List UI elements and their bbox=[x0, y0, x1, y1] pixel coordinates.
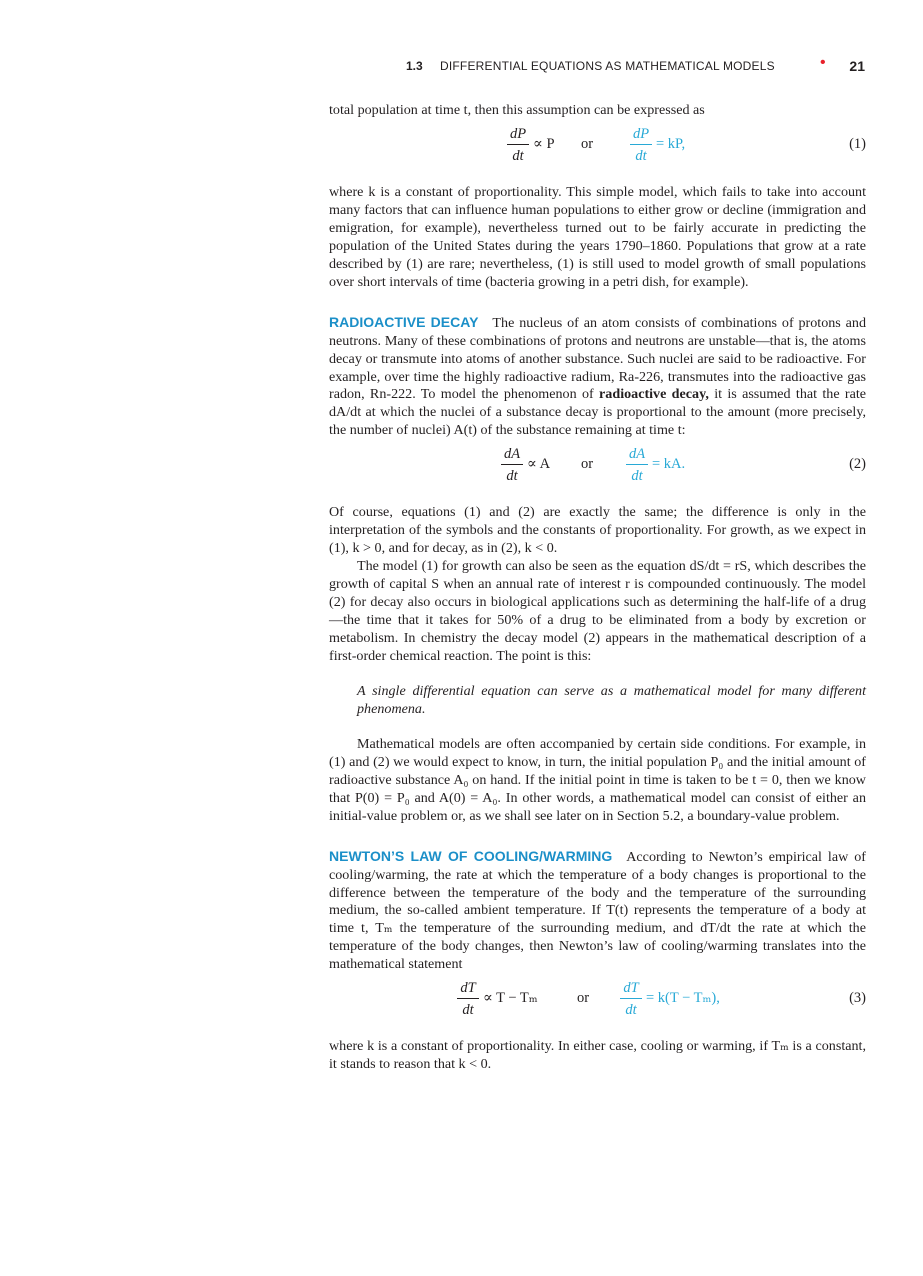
eq3-left-denominator: dt bbox=[462, 1002, 474, 1019]
intro-paragraph: total population at time t, then this assumption can be expressed as bbox=[329, 102, 705, 118]
paragraph-applications: The model (1) for growth can also be seen as the equation dS/dt = rS, which describes the growth of capital S when an annual rate of interest r is compounded continuously. The model (2) for decay also occurs in biological applications such as determining the half-life of a drug—the time that it takes for 50% of a drug to be eliminated from a body by excretion or metabolism. In chemistry the decay model (2) appears in the mathematical description of a first-order chemical reaction. The point is this: bbox=[329, 558, 866, 664]
paragraph-side-conditions: Mathematical models are often accompanied by certain side conditions. For example, in (1) and (2) we would expect to know, in turn, the initial population P₀ and the initial amount of radioactive substance A₀ on hand. If the initial point in time is taken to be t = 0, then we know that P(0) = P₀ and A(0) = A₀. In other words, a mathematical model can consist of either an initial-value problem or, as we shall see later on in Section 5.2, a boundary-value problem. bbox=[329, 735, 866, 824]
eq1-right-denominator: dt bbox=[635, 147, 647, 164]
eq2-left-denominator: dt bbox=[506, 468, 518, 485]
fraction-bar bbox=[501, 464, 523, 465]
paragraph-newton-conclusion: where k is a constant of proportionality. In either case, cooling or warming, if Tₘ is a constant, it stands to reason that k < 0. bbox=[329, 1038, 866, 1073]
newton-text: According to Newton’s empirical law of cooling/warming, the rate at which the temperature of a body changes is proportional to the difference between the temperature of the body and the temperature of the surrounding medium, the so-called ambient temperature. If T(t) represents the temperature of a body at time t, Tₘ the temperature of the surrounding medium, and dT/dt the rate at which the temperature of the body changes, then Newton’s law of cooling/warming translates into the mathematical statement bbox=[329, 848, 866, 973]
running-header bbox=[406, 54, 866, 77]
eq2-right-fraction bbox=[626, 445, 648, 485]
eq2-label: (2) bbox=[849, 456, 866, 473]
equation-1 bbox=[329, 125, 866, 175]
eq2-or: or bbox=[581, 456, 594, 473]
eq2-right-denominator: dt bbox=[631, 468, 643, 485]
page-body bbox=[329, 102, 866, 1074]
eq3-left-fraction bbox=[457, 979, 479, 1019]
equation-3 bbox=[329, 979, 866, 1029]
heading-newton-cooling: NEWTON’S LAW OF COOLING/WARMING bbox=[329, 847, 613, 864]
eq3-label: (3) bbox=[849, 990, 866, 1007]
radioactive-text-b: it is assumed that the rate dA/dt at which the nuclei of a substance decay is proportional to the amount (more precisely, the number of nuclei) A(t) of the substance remaining at time t: bbox=[329, 386, 867, 439]
fraction-bar bbox=[620, 998, 642, 999]
eq3-left-numerator: dT bbox=[460, 980, 476, 997]
eq1-left-rest: ∝ P bbox=[533, 135, 555, 152]
eq1-label: (1) bbox=[849, 135, 866, 152]
fraction-bar bbox=[630, 144, 652, 145]
eq2-left-numerator: dA bbox=[503, 446, 521, 463]
eq1-left-fraction bbox=[507, 125, 529, 165]
bullet-separator: • bbox=[820, 54, 826, 71]
section-newton-cooling bbox=[329, 848, 866, 975]
fraction-bar bbox=[626, 464, 648, 465]
eq1-right-rest: = kP, bbox=[656, 135, 686, 152]
eq3-left-rest: ∝ T − Tₘ bbox=[483, 990, 538, 1007]
eq3-right-rest: = k(T − Tₘ), bbox=[646, 990, 720, 1007]
eq2-left-fraction bbox=[501, 445, 523, 485]
eq3-right-fraction bbox=[620, 979, 642, 1019]
key-point-quote: A single differential equation can serve as a mathematical model for many different phenomena. bbox=[357, 682, 866, 717]
paragraph-comparison: Of course, equations (1) and (2) are exactly the same; the difference is only in the interpretation of the symbols and the constants of proportionality. For growth, as we expect in (1), k > 0, and for decay, as in (2), k < 0. bbox=[329, 504, 866, 557]
eq1-left-denominator: dt bbox=[512, 147, 524, 164]
eq1-right-fraction bbox=[630, 125, 652, 165]
fraction-bar bbox=[507, 144, 529, 145]
fraction-bar bbox=[457, 998, 479, 999]
eq3-right-numerator: dT bbox=[623, 980, 639, 997]
eq1-left-numerator: dP bbox=[509, 125, 527, 142]
chapter-section-title: DIFFERENTIAL EQUATIONS AS MATHEMATICAL MODELS bbox=[440, 59, 775, 73]
eq2-left-rest: ∝ A bbox=[527, 456, 551, 473]
heading-radioactive-decay: RADIOACTIVE DECAY bbox=[329, 313, 479, 330]
radioactive-text-a: The nucleus of an atom consists of combinations of protons and neutrons. Many of these combinations of protons and neutrons are unstable—that is, the atoms decay or transmute into atoms of another substance. Such nuclei are said to be radioactive. For example, over time the highly radioactive radium, Ra-226, transmutes into the radioactive gas radon, Rn-222. To model the phenomenon of bbox=[329, 314, 867, 403]
eq3-right-denominator: dt bbox=[625, 1002, 637, 1019]
section-number: 1.3 bbox=[406, 59, 423, 73]
bold-term-radioactive-decay: radioactive decay, bbox=[599, 386, 709, 403]
eq1-right-numerator: dP bbox=[632, 125, 650, 142]
paragraph-population-model: where k is a constant of proportionality. This simple model, which fails to take into account many factors that can influence human populations to either grow or decline (immigration and emigration, for example), nevertheless turned out to be fairly accurate in predicting the population of the United States during the years 1790–1860. Populations that grow at a rate described by (1) are rare; nevertheless, (1) is still used to model growth of small populations over short intervals of time (bacteria growing in a petri dish, for example). bbox=[329, 183, 866, 290]
equation-2 bbox=[329, 445, 866, 495]
eq3-or: or bbox=[577, 990, 590, 1007]
section-radioactive-decay bbox=[329, 314, 866, 441]
eq2-right-numerator: dA bbox=[628, 446, 646, 463]
eq2-right-rest: = kA. bbox=[652, 456, 686, 473]
page-number: 21 bbox=[849, 58, 865, 74]
eq1-or: or bbox=[581, 135, 594, 152]
